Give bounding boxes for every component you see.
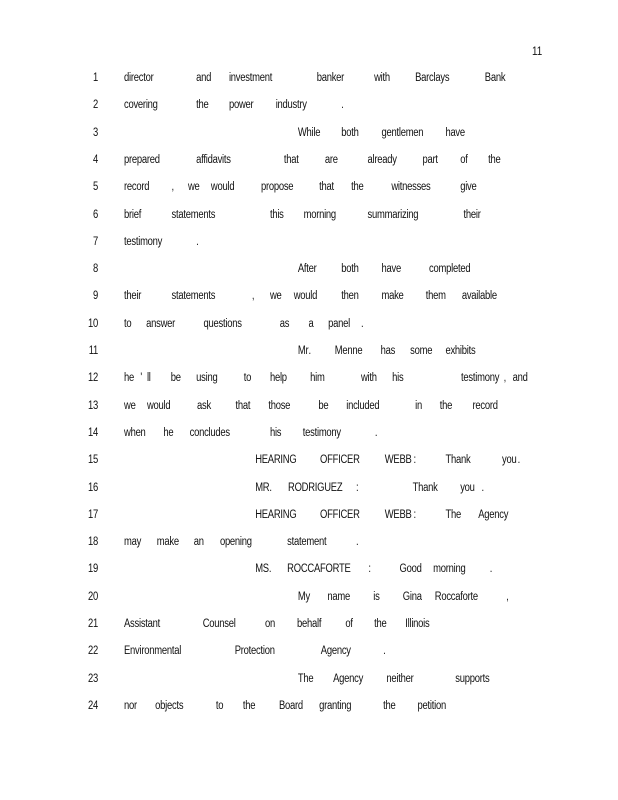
word: the xyxy=(351,181,364,194)
word: MS. xyxy=(255,563,272,576)
word: nor xyxy=(124,699,137,712)
transcript-line xyxy=(0,127,618,143)
word: investment xyxy=(228,72,273,84)
word: help xyxy=(269,372,287,385)
word: may xyxy=(124,536,142,549)
transcript-line xyxy=(0,591,618,607)
word: him xyxy=(310,372,325,385)
line-number: 16 xyxy=(87,481,98,494)
word: part xyxy=(422,153,438,166)
word: of xyxy=(460,153,468,166)
word: . xyxy=(517,454,520,467)
word: them xyxy=(425,290,446,303)
word: both xyxy=(341,126,359,139)
transcript-line xyxy=(0,181,618,197)
word: to xyxy=(215,699,224,712)
word: would xyxy=(293,290,318,303)
word: ll xyxy=(146,372,151,385)
word: ask xyxy=(196,399,211,412)
word: While xyxy=(297,126,321,139)
word: included xyxy=(346,399,380,412)
word: MR. xyxy=(255,481,272,494)
line-number: 1 xyxy=(92,72,98,84)
word: covering xyxy=(124,99,158,112)
word: as xyxy=(279,317,290,330)
word: testimony xyxy=(302,426,341,439)
word: prepared xyxy=(124,153,160,166)
word: After xyxy=(297,263,317,276)
line-number: 18 xyxy=(87,536,98,549)
word: completed xyxy=(429,263,471,276)
word: brief xyxy=(124,208,142,221)
word: record xyxy=(124,181,150,194)
transcript-line xyxy=(0,154,618,170)
transcript-line xyxy=(0,236,618,252)
word: then xyxy=(341,290,359,303)
transcript-line xyxy=(0,345,618,361)
line-number: 22 xyxy=(87,645,98,658)
word: using xyxy=(196,372,218,385)
word: OFFICER xyxy=(319,508,360,521)
word: we xyxy=(124,399,136,412)
word: the xyxy=(439,399,453,412)
word: morning xyxy=(433,563,466,576)
word: that xyxy=(235,399,251,412)
word: those xyxy=(268,399,291,412)
word: we xyxy=(269,290,282,303)
word: HEARING xyxy=(255,508,297,521)
word: supports xyxy=(455,672,490,685)
word: statement xyxy=(287,536,327,549)
word: is xyxy=(373,590,380,603)
word: , xyxy=(503,372,507,385)
word: on xyxy=(265,618,276,630)
word: objects xyxy=(155,699,184,712)
word: the xyxy=(374,618,387,630)
line-number: 10 xyxy=(87,317,98,330)
word: you xyxy=(502,454,517,467)
word: have xyxy=(445,126,465,139)
word: witnesses xyxy=(391,181,431,194)
transcript-line xyxy=(0,209,618,225)
word: WEBB xyxy=(384,454,412,467)
word: of xyxy=(345,618,353,630)
line-number: 21 xyxy=(87,618,98,630)
transcript-line xyxy=(0,563,618,579)
word: that xyxy=(283,153,299,166)
word: The xyxy=(297,672,314,685)
page-number: 11 xyxy=(532,44,543,58)
word: Gina xyxy=(402,590,422,603)
word: be xyxy=(318,399,329,412)
word: the xyxy=(488,153,501,166)
word: name xyxy=(327,590,350,603)
word: statements xyxy=(171,290,216,303)
word: , xyxy=(251,290,255,303)
word: petition xyxy=(417,699,447,712)
word: Board xyxy=(278,699,303,712)
transcript-line xyxy=(0,290,618,306)
word: already xyxy=(367,153,397,166)
word: Menne xyxy=(334,345,363,357)
word: : xyxy=(368,563,371,576)
word: their xyxy=(463,208,481,221)
word: in xyxy=(415,399,422,412)
word: behalf xyxy=(297,618,322,630)
word: Counsel xyxy=(202,618,236,630)
transcript-line xyxy=(0,673,618,689)
line-number: 20 xyxy=(87,590,98,603)
word: would xyxy=(146,399,171,412)
line-number: 8 xyxy=(92,263,98,276)
transcript-line xyxy=(0,645,618,661)
line-number: 4 xyxy=(92,153,98,166)
word: questions xyxy=(203,317,242,330)
word: the xyxy=(383,699,396,712)
word: he xyxy=(163,426,174,439)
word: Assistant xyxy=(124,618,161,630)
word: and xyxy=(196,72,212,84)
word: to xyxy=(124,317,132,330)
transcript-line xyxy=(0,72,618,88)
line-number: 3 xyxy=(92,126,98,139)
word: some xyxy=(410,345,433,357)
word: their xyxy=(124,290,142,303)
word: make xyxy=(156,536,179,549)
line-number: 13 xyxy=(87,399,98,412)
line-number: 5 xyxy=(92,181,98,194)
word: . xyxy=(196,235,199,248)
word: WEBB xyxy=(384,508,412,521)
line-number: 12 xyxy=(87,372,98,385)
word: RODRIGUEZ xyxy=(288,481,343,494)
word: . xyxy=(356,536,359,549)
line-number: 23 xyxy=(87,672,98,685)
word: Thank xyxy=(412,481,438,494)
line-number: 6 xyxy=(92,208,98,221)
word: are xyxy=(324,153,338,166)
word: Good xyxy=(399,563,422,576)
word: a xyxy=(308,317,314,330)
word: Barclays xyxy=(415,72,450,84)
word: has xyxy=(380,345,396,357)
transcript-line xyxy=(0,509,618,525)
word: . xyxy=(489,563,493,576)
word: affidavits xyxy=(196,153,231,166)
word: My xyxy=(297,590,310,603)
word: the xyxy=(196,99,209,112)
line-number: 24 xyxy=(87,699,98,712)
word: ROCCAFORTE xyxy=(287,563,351,576)
transcript-line xyxy=(0,427,618,443)
word: give xyxy=(460,181,477,194)
word: . xyxy=(481,481,484,494)
transcript-line xyxy=(0,400,618,416)
word: record xyxy=(472,399,498,412)
word: panel xyxy=(328,317,351,330)
word: answer xyxy=(146,317,176,330)
word: his xyxy=(392,372,404,385)
transcript-line xyxy=(0,454,618,470)
word: HEARING xyxy=(255,454,297,467)
word: . xyxy=(360,317,364,330)
word: concludes xyxy=(189,426,230,439)
transcript-line xyxy=(0,618,618,634)
line-number: 14 xyxy=(87,426,98,439)
word: Thank xyxy=(445,454,471,467)
line-number: 9 xyxy=(92,290,98,303)
transcript-line xyxy=(0,318,618,334)
transcript-line xyxy=(0,536,618,552)
word: when xyxy=(124,426,146,439)
word: both xyxy=(341,263,359,276)
word: OFFICER xyxy=(319,454,360,467)
word: director xyxy=(124,72,154,84)
transcript-line xyxy=(0,700,618,716)
word: The xyxy=(445,508,461,521)
word: you xyxy=(460,481,475,494)
word: the xyxy=(242,699,256,712)
line-number: 17 xyxy=(87,508,98,521)
word: : xyxy=(356,481,359,494)
word: to xyxy=(243,372,252,385)
word: an xyxy=(193,536,204,549)
transcript-line xyxy=(0,99,618,115)
word: with xyxy=(360,372,377,385)
word: power xyxy=(228,99,254,112)
word: Agency xyxy=(478,508,509,521)
word: Illinois xyxy=(405,618,430,630)
transcript-line xyxy=(0,372,618,388)
word: and xyxy=(512,372,528,385)
word: this xyxy=(269,208,284,221)
word: banker xyxy=(316,72,345,84)
word: available xyxy=(461,290,497,303)
word: granting xyxy=(319,699,352,712)
word: propose xyxy=(260,181,294,194)
word: summarizing xyxy=(367,208,419,221)
line-number: 15 xyxy=(87,454,98,467)
word: Roccaforte xyxy=(434,590,478,603)
line-number: 11 xyxy=(88,345,98,357)
word: testimony xyxy=(461,372,500,385)
transcript-line xyxy=(0,263,618,279)
word: Agency xyxy=(333,672,364,685)
word: that xyxy=(319,181,334,194)
word: would xyxy=(210,181,235,194)
line-number: 2 xyxy=(92,99,98,112)
word: his xyxy=(269,426,282,439)
word: , xyxy=(171,181,174,194)
line-number: 19 xyxy=(87,563,98,576)
line-number: 7 xyxy=(92,235,98,248)
word: make xyxy=(381,290,404,303)
word: he xyxy=(124,372,135,385)
word: . xyxy=(341,99,344,112)
word: industry xyxy=(275,99,307,112)
word: . xyxy=(308,345,311,357)
word: Bank xyxy=(484,72,506,84)
word: . xyxy=(383,645,386,658)
word: neither xyxy=(386,672,414,685)
word: testimony xyxy=(124,235,163,248)
word: . xyxy=(374,426,378,439)
transcript-line xyxy=(0,482,618,498)
word: Mr xyxy=(297,345,309,357)
word: Protection xyxy=(234,645,275,658)
word: , xyxy=(506,590,509,603)
word: opening xyxy=(219,536,252,549)
word: statements xyxy=(171,208,216,221)
word: Agency xyxy=(320,645,351,658)
word: we xyxy=(187,181,200,194)
word: ' xyxy=(140,372,142,385)
word: Environmental xyxy=(124,645,182,658)
word: : xyxy=(413,454,416,467)
word: : xyxy=(413,508,416,521)
word: morning xyxy=(303,208,336,221)
word: exhibits xyxy=(445,345,476,357)
word: gentlemen xyxy=(381,126,424,139)
word: be xyxy=(170,372,181,385)
word: have xyxy=(381,263,401,276)
word: with xyxy=(374,72,390,84)
